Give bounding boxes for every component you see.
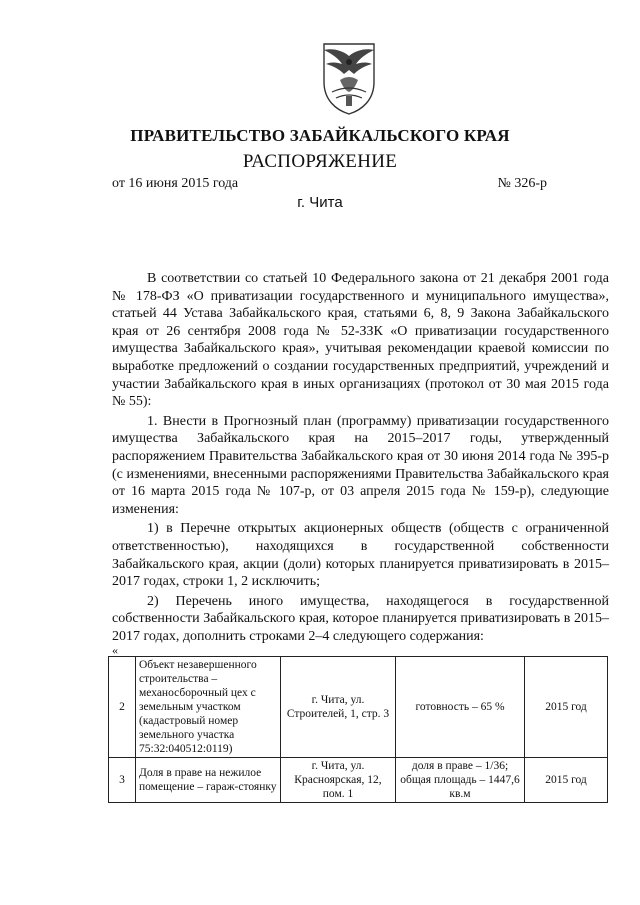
year-cell: 2015 год (525, 758, 608, 803)
subclause-1-paragraph: 1) в Перечне открытых акционерных обществ (обществ с ограниченной ответственностью), находящихся в государственной собственности Забайкальского края, акции (доли) которых планируется приватизировать в 2015–2017 годах, строки 1, 2 исключить; (112, 521, 609, 590)
address-cell: г. Чита, ул. Строителей, 1, стр. 3 (281, 657, 396, 758)
table-row (109, 657, 608, 758)
object-name-cell: Объект незавершенного строительства – механосборочный цех с земельным участком (кадастровый номер земельного участка 75:32:040512:0119) (136, 657, 281, 758)
government-title: ПРАВИТЕЛЬСТВО ЗАБАЙКАЛЬСКОГО КРАЯ (130, 126, 510, 145)
document-date: от 16 июня 2015 года (112, 176, 239, 191)
coat-of-arms-emblem (318, 40, 380, 116)
document-city: г. Чита (297, 194, 343, 211)
condition-cell: доля в праве – 1/36; общая площадь – 1447,6 кв.м (396, 758, 525, 803)
table-row (109, 758, 608, 803)
document-body (112, 270, 609, 647)
clause-1-paragraph: 1. Внести в Прогнозный план (программу) приватизации государственного имущества Забайкальского края на 2015–2017 годы, утвержденный распоряжением Правительства Забайкальского края от 30 июня 2014 года № 395-р (с изменениями, внесенными распоряжениями Правительства Забайкальского края от 16 марта 2015 года № 107-р, от 03 апреля 2015 года № 159-р), следующие изменения: (112, 413, 609, 517)
row-number-cell: 3 (109, 758, 136, 803)
property-table (108, 656, 608, 803)
subclause-2-paragraph: 2) Перечень иного имущества, находящегося в государственной собственности Забайкальского края, которое планируется приватизировать в 2015–2017 годах, дополнить строками 2–4 следующего содержания: (112, 593, 609, 644)
row-number-cell: 2 (109, 657, 136, 758)
year-cell: 2015 год (525, 657, 608, 758)
preamble-paragraph: В соответствии со статьей 10 Федерального закона от 21 декабря 2001 года № 178-ФЗ «О приватизации государственного и муниципального имущества», статьей 44 Устава Забайкальского края, статьями 6, 8, 9 Закона Забайкальского края от 26 сентября 2008 года № 52-ЗЗК «О приватизации государственного имущества Забайкальского края», учитывая рекомендации краевой комиссии по выработке предложений о создании государственных предприятий, учреждений и участии Забайкальского края в иных организациях (протокол от 30 мая 2015 года № 55): (112, 271, 609, 410)
condition-cell: готовность – 65 % (396, 657, 525, 758)
document-type: РАСПОРЯЖЕНИЕ (242, 151, 398, 172)
address-cell: г. Чита, ул. Красноярская, 12, пом. 1 (281, 758, 396, 803)
opening-quote-mark: « (112, 643, 118, 657)
document-number: № 326-р (497, 176, 547, 191)
object-name-cell: Доля в праве на нежилое помещение – гараж-стоянку (136, 758, 281, 803)
